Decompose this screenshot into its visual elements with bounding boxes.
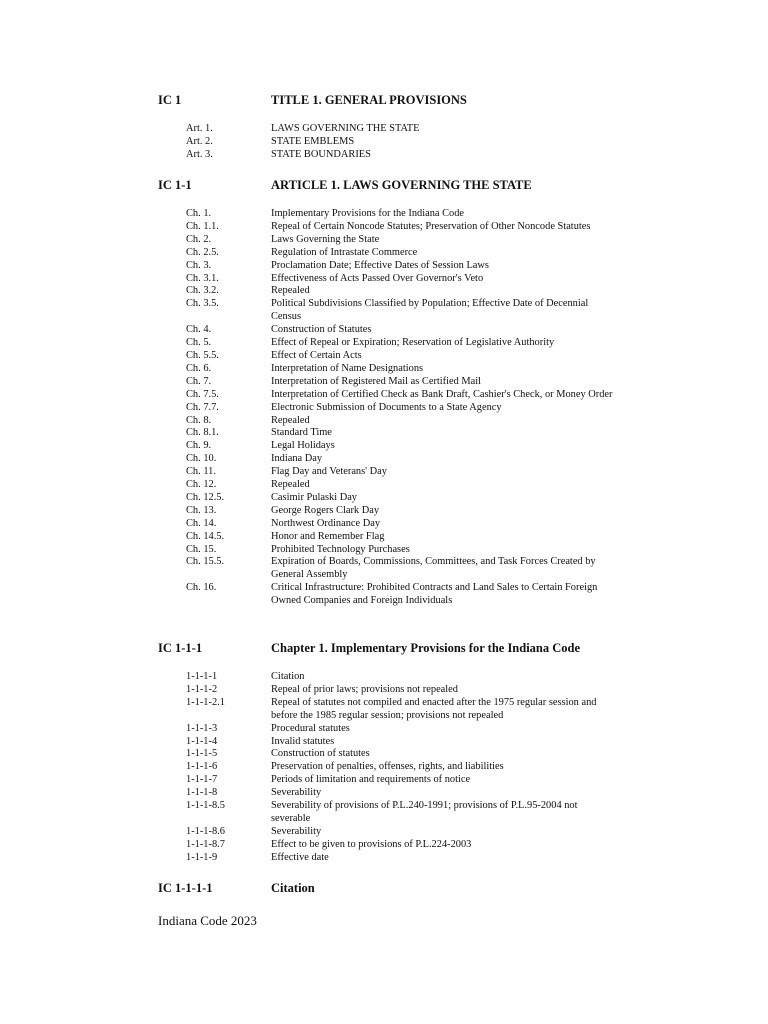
toc-text: Political Subdivisions Classified by Population; Effective Date of Decennial Census <box>271 298 589 323</box>
toc-num: Ch. 11. <box>186 466 216 478</box>
toc-row <box>186 839 616 852</box>
page-footer: Indiana Code 2023 <box>158 913 257 928</box>
toc-text: Regulation of Intrastate Commerce <box>271 246 418 258</box>
toc-text: Expiration of Boards, Commissions, Committees, and Task Forces Created by General Assembly <box>271 556 596 581</box>
toc-text: Effectiveness of Acts Passed Over Governor's Veto <box>271 272 484 284</box>
section-code: IC 1 <box>158 93 182 107</box>
toc-row <box>186 774 616 787</box>
toc-num: Ch. 2.5. <box>186 246 219 258</box>
toc-num: 1-1-1-8.7 <box>186 838 225 850</box>
toc-num: Ch. 6. <box>186 362 212 374</box>
toc-num: Ch. 4. <box>186 324 212 336</box>
toc-row <box>186 453 616 466</box>
toc-text: George Rogers Clark Day <box>271 504 380 516</box>
toc-num: Ch. 14.5. <box>186 530 225 542</box>
toc-text: Proclamation Date; Effective Dates of Session Laws <box>271 259 489 271</box>
toc-num: Ch. 9. <box>186 440 212 452</box>
toc-row <box>186 337 616 350</box>
toc-row <box>186 363 616 376</box>
toc-row <box>186 136 616 149</box>
toc-text: Casimir Pulaski Day <box>271 491 358 503</box>
toc-text: Effective date <box>271 851 329 863</box>
toc-num: Ch. 8.1. <box>186 427 219 439</box>
toc-text: Citation <box>271 671 305 682</box>
toc-text: STATE BOUNDARIES <box>271 148 371 160</box>
toc-row <box>186 208 616 221</box>
toc-text: Repeal of prior laws; provisions not repealed <box>271 683 458 695</box>
toc-num: 1-1-1-5 <box>186 748 218 760</box>
toc-row <box>186 479 616 492</box>
toc-num: Ch. 3. <box>186 259 212 271</box>
section-title: ARTICLE 1. LAWS GOVERNING THE STATE <box>271 178 532 192</box>
toc-row <box>186 544 616 557</box>
toc-text: Severability of provisions of P.L.240-1991; provisions of P.L.95-2004 not severable <box>271 800 578 824</box>
section-code: IC 1-1 <box>158 178 192 192</box>
toc-num: 1-1-1-9 <box>186 851 218 863</box>
toc-num: Ch. 3.5. <box>186 298 219 310</box>
toc-row <box>186 787 616 800</box>
toc-text: Invalid statutes <box>271 735 335 747</box>
toc-row <box>186 402 616 415</box>
toc-text: Preservation of penalties, offenses, rights, and liabilities <box>271 761 504 773</box>
toc-text: Repealed <box>271 285 310 297</box>
toc-text: Periods of limitation and requirements of notice <box>271 774 471 786</box>
toc-text: Repeal of Certain Noncode Statutes; Preservation of Other Noncode Statutes <box>271 220 591 232</box>
toc-text: Prohibited Technology Purchases <box>271 543 410 555</box>
toc-num: Ch. 3.2. <box>186 285 219 297</box>
toc-row <box>186 671 616 684</box>
toc-row <box>186 415 616 428</box>
toc-row <box>186 298 616 324</box>
toc-num: Ch. 2. <box>186 233 212 245</box>
toc-row <box>186 389 616 402</box>
toc-row <box>186 582 616 608</box>
toc-row <box>186 285 616 298</box>
toc-row <box>186 492 616 505</box>
toc-row <box>186 852 616 865</box>
toc-text: Effect of Certain Acts <box>271 349 362 361</box>
toc-text: Procedural statutes <box>271 722 350 734</box>
toc-text: Interpretation of Certified Check as Bank Draft, Cashier's Check, or Money Order <box>271 388 613 400</box>
toc-text: Standard Time <box>271 427 332 439</box>
section-code: IC 1-1-1-1 <box>158 881 213 895</box>
toc-list <box>186 208 616 608</box>
toc-row <box>186 427 616 440</box>
toc-row <box>186 123 616 136</box>
toc-text: Laws Governing the State <box>271 233 380 245</box>
toc-num: 1-1-1-8.6 <box>186 825 225 837</box>
toc-text: Construction of Statutes <box>271 324 372 336</box>
toc-num: Ch. 5.5. <box>186 349 219 361</box>
toc-num: Ch. 12.5. <box>186 491 225 503</box>
toc-text: Interpretation of Name Designations <box>271 362 424 374</box>
toc-row <box>186 247 616 260</box>
toc-row <box>186 466 616 479</box>
toc-num: Ch. 16. <box>186 582 217 594</box>
toc-row <box>186 531 616 544</box>
toc-num: Ch. 1. <box>186 208 212 219</box>
toc-num: Ch. 14. <box>186 517 217 529</box>
toc-text: Indiana Day <box>271 453 323 465</box>
toc-text: Severability <box>271 825 322 837</box>
toc-row <box>186 221 616 234</box>
toc-num: Ch. 7.7. <box>186 401 219 413</box>
toc-num: Art. 2. <box>186 135 213 147</box>
toc-num: Ch. 12. <box>186 479 217 491</box>
toc-num: 1-1-1-2 <box>186 683 218 695</box>
toc-num: Art. 3. <box>186 148 213 160</box>
toc-num: Ch. 7.5. <box>186 388 219 400</box>
toc-text: Repeal of statutes not compiled and enacted after the 1975 regular session and before the 1985 regular session; provisions not repealed <box>271 696 597 721</box>
toc-row <box>186 556 616 582</box>
section-title: Chapter 1. Implementary Provisions for the Indiana Code <box>271 641 581 655</box>
toc-row <box>186 723 616 736</box>
toc-num: Ch. 1.1. <box>186 220 219 232</box>
toc-row <box>186 376 616 389</box>
toc-num: 1-1-1-7 <box>186 774 218 786</box>
toc-text: Honor and Remember Flag <box>271 530 385 542</box>
toc-num: 1-1-1-3 <box>186 722 218 734</box>
toc-row <box>186 736 616 749</box>
toc-text: Repealed <box>271 414 310 426</box>
toc-row <box>186 505 616 518</box>
toc-num: 1-1-1-6 <box>186 761 218 773</box>
toc-row <box>186 748 616 761</box>
toc-num: Ch. 3.1. <box>186 272 219 284</box>
section-title: Citation <box>271 881 315 895</box>
toc-row <box>186 684 616 697</box>
toc-row <box>186 350 616 363</box>
toc-row <box>186 440 616 453</box>
toc-num: 1-1-1-8 <box>186 787 218 799</box>
toc-row <box>186 324 616 337</box>
toc-num: 1-1-1-8.5 <box>186 800 225 812</box>
toc-num: Art. 1. <box>186 123 213 134</box>
toc-text: Severability <box>271 787 322 799</box>
toc-row <box>186 273 616 286</box>
toc-text: Effect to be given to provisions of P.L.224-2003 <box>271 838 472 850</box>
toc-text: Repealed <box>271 479 310 491</box>
toc-num: Ch. 10. <box>186 453 217 465</box>
toc-row <box>186 826 616 839</box>
toc-row <box>186 234 616 247</box>
toc-num: Ch. 15.5. <box>186 556 225 568</box>
toc-num: Ch. 5. <box>186 337 212 349</box>
toc-num: 1-1-1-2.1 <box>186 696 225 708</box>
toc-row <box>186 518 616 531</box>
toc-text: Flag Day and Veterans' Day <box>271 466 387 478</box>
toc-num: Ch. 8. <box>186 414 212 426</box>
toc-text: Effect of Repeal or Expiration; Reservation of Legislative Authority <box>271 337 555 349</box>
toc-text: LAWS GOVERNING THE STATE <box>271 123 420 134</box>
toc-num: Ch. 15. <box>186 543 217 555</box>
toc-num: 1-1-1-4 <box>186 735 218 747</box>
toc-text: Implementary Provisions for the Indiana Code <box>271 208 465 219</box>
toc-text: Northwest Ordinance Day <box>271 517 381 529</box>
toc-num: Ch. 13. <box>186 504 217 516</box>
section-title: TITLE 1. GENERAL PROVISIONS <box>271 93 467 107</box>
toc-row <box>186 149 616 162</box>
toc-list <box>186 671 616 865</box>
toc-row <box>186 800 616 826</box>
toc-row <box>186 697 616 723</box>
toc-text: Critical Infrastructure: Prohibited Contracts and Land Sales to Certain Foreign Owned Companies and Foreign Individuals <box>271 582 598 607</box>
toc-text: STATE EMBLEMS <box>271 135 355 147</box>
toc-text: Legal Holidays <box>271 440 335 452</box>
toc-num: 1-1-1-1 <box>186 671 218 682</box>
toc-row <box>186 761 616 774</box>
section-code: IC 1-1-1 <box>158 641 203 655</box>
toc-text: Construction of statutes <box>271 748 370 760</box>
toc-row <box>186 260 616 273</box>
toc-num: Ch. 7. <box>186 375 212 387</box>
toc-text: Interpretation of Registered Mail as Certified Mail <box>271 375 482 387</box>
toc-text: Electronic Submission of Documents to a State Agency <box>271 401 502 413</box>
toc-list <box>186 123 616 162</box>
